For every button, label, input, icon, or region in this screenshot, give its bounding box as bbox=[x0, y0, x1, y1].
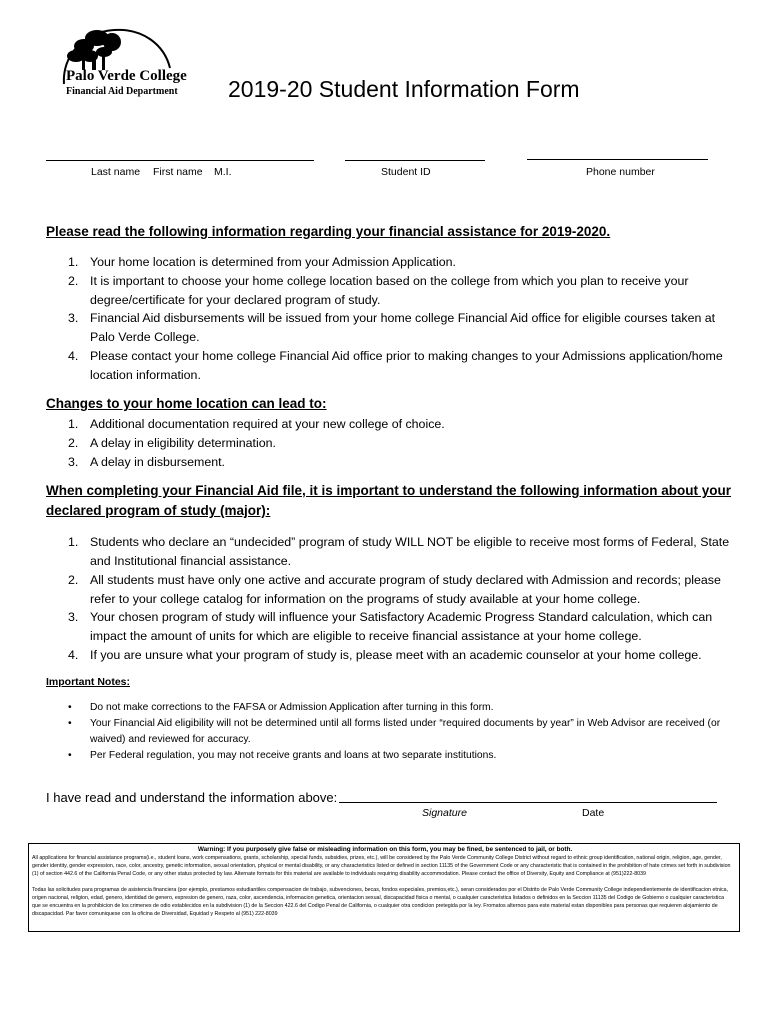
list-item: 2. All students must have only one active and accurate program of study declared with Admission and records; please refer to your college catalog for information on the programs of study available at your home college. bbox=[68, 573, 721, 606]
first-name-label: First name bbox=[153, 166, 203, 178]
last-name-label: Last name bbox=[91, 166, 141, 178]
section1-heading: Please read the following information regarding your financial assistance for 2019-2020. bbox=[46, 224, 611, 239]
department-name: Financial Aid Department bbox=[66, 86, 178, 97]
section3-heading: When completing your Financial Aid file, it is important to understand the following information about your bbox=[46, 483, 731, 498]
list-item: 4. Please contact your home college Financial Aid office prior to making changes to your Admissions application/home location information. bbox=[68, 349, 723, 382]
date-label: Date bbox=[582, 807, 605, 819]
list-item: • Do not make corrections to the FAFSA or Admission Application after turning in this form. bbox=[68, 700, 748, 716]
list-item: • Per Federal regulation, you may not receive grants and loans at two separate institutions. bbox=[68, 748, 748, 764]
signature-line[interactable] bbox=[339, 802, 717, 803]
bullet-icon: • bbox=[68, 702, 72, 713]
signature-label: Signature bbox=[422, 807, 467, 819]
student-id-line[interactable] bbox=[345, 160, 485, 161]
list-item: 1. Additional documentation required at your new college of choice. bbox=[68, 417, 445, 431]
list-item: • Your Financial Aid eligibility will not be determined until all forms listed under “required documents by year” in Web Advisor are received (or waived) and reviewed for accuracy. bbox=[68, 718, 721, 745]
phone-line[interactable] bbox=[527, 159, 708, 160]
name-line[interactable] bbox=[46, 160, 314, 161]
list-item: 2. It is important to choose your home college location based on the college from which you plan to receive your degree/certificate for your declared program of study. bbox=[68, 274, 689, 307]
college-name: Palo Verde College bbox=[66, 68, 187, 84]
section2-heading: Changes to your home location can lead to: bbox=[46, 396, 327, 411]
phone-label: Phone number bbox=[586, 166, 655, 178]
form-title: 2019-20 Student Information Form bbox=[228, 76, 580, 102]
list-item: 3. A delay in disbursement. bbox=[68, 455, 225, 469]
bullet-icon: • bbox=[68, 750, 72, 761]
bullet-icon: • bbox=[68, 718, 72, 729]
list-item: 1. Your home location is determined from your Admission Application. bbox=[68, 255, 456, 269]
important-notes-heading: Important Notes: bbox=[46, 676, 130, 688]
list-item: 1. Students who declare an “undecided” program of study WILL NOT be eligible to receive most forms of Federal, State and Institutional financial assistance. bbox=[68, 535, 730, 568]
warning-spanish: Todas las solicitudes para programas de asistencia financiera (por ejemplo, prestamos estudiantiles compensacion de trabajo, subvenciones, becas, fondos especiales, premios,etc.), seran considerados por el Distrito de Palo Verde Community College independientemente de identificacion etnica, origen nacional, religion, edad, genero, identidad de genero, expresion de genero, raza, color, ascendencia, informacion genetica, orientacion sexual, discapacidad fisica o mental, o cualquier caracteristica listados o definidos en la Seccion 11135 del Codigo de Gobierno o cualquier caracteristica que se encuentra en la prohibicion de los crimenes de odio establecidos en la subdivision (1) de la Seccion 422.6 del Codigo Penal de California, o cualquier otra condicion pretegida por la ley. Fromatos alternos para este material estan disponibles para personas que requieren alojamiento de discapacidad. Par favor comuniquese con la oficina de Diversidad, Equidad y Respeto al (951) 222-8039 bbox=[32, 887, 729, 917]
warning-heading: Warning: If you purposely give false or misleading information on this form, you may be fined, be sentenced to jail, or both. bbox=[197, 846, 573, 853]
acknowledgement-text: I have read and understand the information above: bbox=[46, 790, 338, 805]
mi-label: M.I. bbox=[214, 166, 232, 178]
student-id-label: Student ID bbox=[381, 166, 431, 178]
list-item: 3. Financial Aid disbursements will be issued from your home college Financial Aid office for eligible courses taken at Palo Verde College. bbox=[68, 311, 716, 344]
list-item: 2. A delay in eligibility determination. bbox=[68, 436, 276, 450]
list-item: 3. Your chosen program of study will influence your Satisfactory Academic Progress Standard calculation, which can impact the amount of units for which are eligible to receive financial assistance at your home college. bbox=[68, 610, 713, 643]
list-item: 4. If you are unsure what your program of study is, please meet with an academic counselor at your home college. bbox=[68, 648, 702, 662]
section3-heading-line2: declared program of study (major): bbox=[46, 503, 271, 518]
warning-english: All applications for financial assistance programs(i.e., student loans, work compensations, grants, scholarship, special funds, subsidies, prizes, etc.), will be considered by the Palo Verde Community College District without regard to ethnic group identification, national origin, religion, age, gender, gender identity, gender expression, race, color, ancestry, genetic information, sexual orientation, physical or mental disability, or any characteristics listed or defined in section 11135 of the Government Code or any characteristic that is contained in the prohibition of hate crimes set forth in subdivision (1) of section 442.6 of the California Penal Code, or any other status protected by law. Alternate formats for this material are available to individuals requiring disability accommodation. Please contact the office of Diversity, Equity and Compliance at (951)222-8039 bbox=[32, 855, 731, 877]
